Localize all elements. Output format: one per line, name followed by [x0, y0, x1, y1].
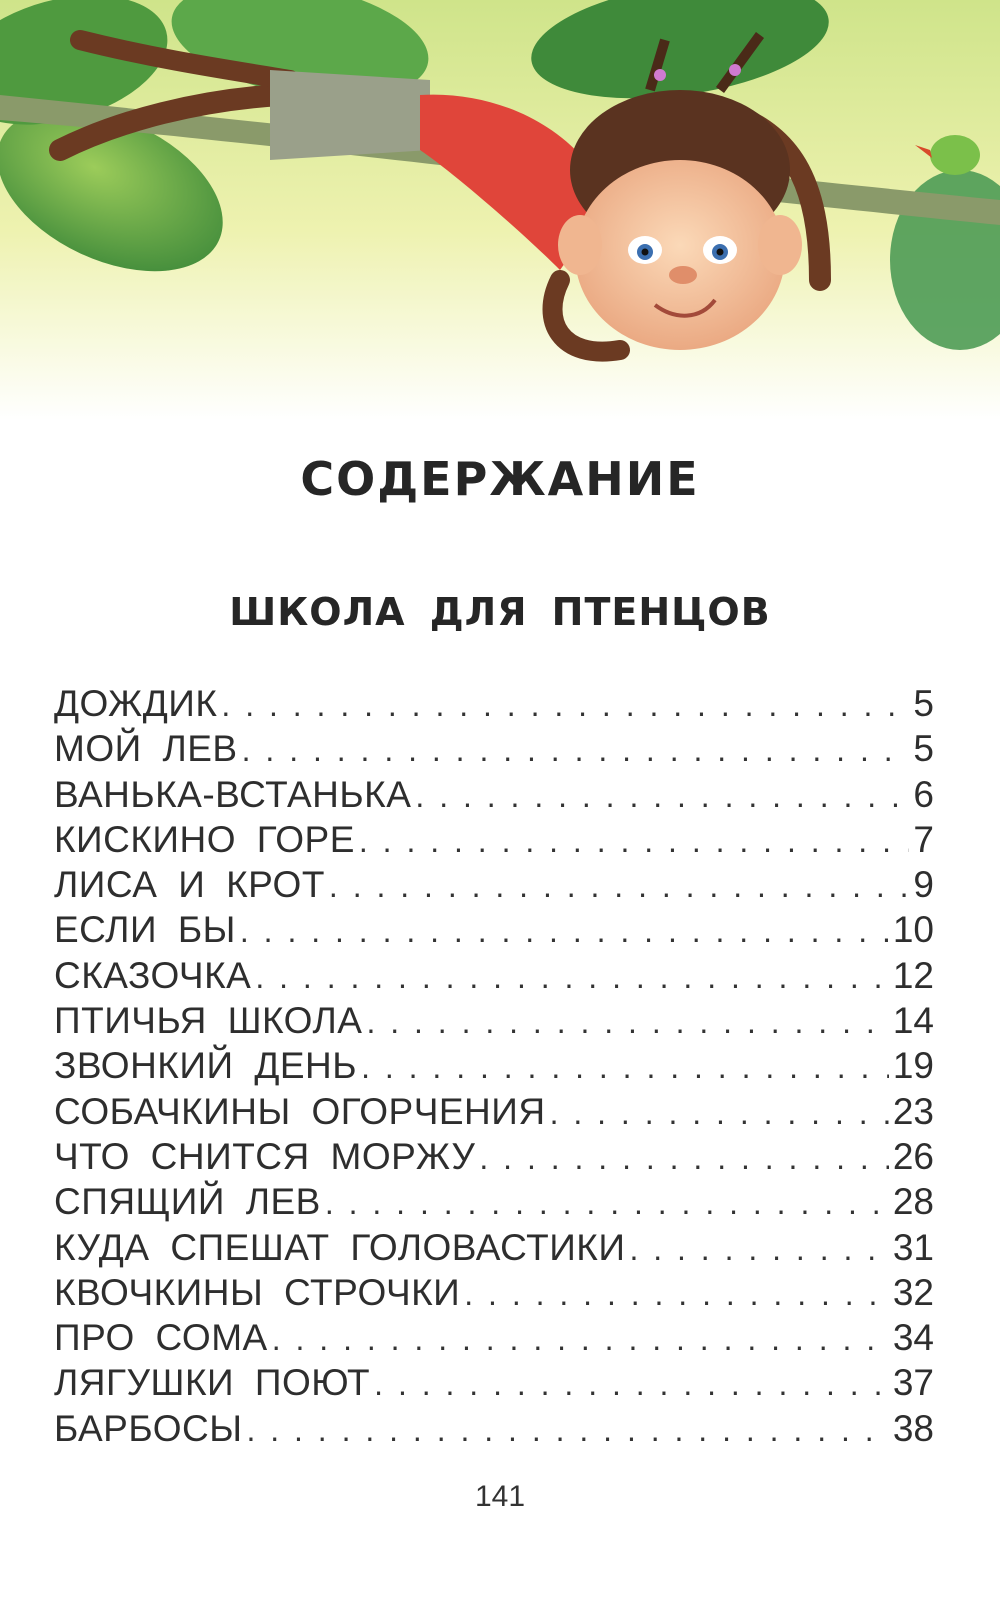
dot-leader: [325, 1185, 889, 1222]
toc-entry-title: ЧТО СНИТСЯ МОРЖУ: [54, 1135, 476, 1177]
toc-entry[interactable]: [54, 1045, 934, 1090]
toc-entry[interactable]: [54, 774, 934, 819]
toc-entry-page: 5: [913, 683, 934, 724]
toc-entry[interactable]: [54, 909, 934, 954]
toc-entry-title: КУДА СПЕШАТ ГОЛОВАСТИКИ: [54, 1226, 626, 1268]
toc-entry-title: ВАНЬКА-ВСТАНЬКА: [54, 773, 412, 815]
dot-leader: [415, 778, 909, 815]
toc-entry[interactable]: [54, 1362, 934, 1407]
dot-leader: [242, 732, 910, 769]
page-title: СОДЕРЖАНИЕ: [300, 452, 700, 506]
toc-entry-title: БАРБОСЫ: [54, 1407, 243, 1449]
toc-entry[interactable]: [54, 683, 934, 728]
toc-entry-page: 14: [892, 1000, 934, 1042]
toc-entry[interactable]: [54, 1272, 934, 1317]
toc-entry[interactable]: [54, 955, 934, 1000]
toc-entry[interactable]: [54, 1091, 934, 1136]
toc-entry[interactable]: [54, 1408, 934, 1453]
toc-entry-page: 9: [913, 864, 934, 906]
toc-entry[interactable]: [54, 1181, 934, 1226]
dot-leader: [550, 1095, 889, 1132]
dot-leader: [374, 1366, 889, 1403]
toc-entry-title: ПРО СОМА: [54, 1317, 268, 1359]
section-heading: ШКОЛА ДЛЯ ПТЕНЦОВ: [229, 590, 771, 634]
dot-leader: [361, 1049, 889, 1086]
toc-entry[interactable]: [54, 728, 934, 773]
toc-entry-title: ЛИСА И КРОТ: [54, 864, 325, 906]
toc-entry-page: 6: [913, 773, 934, 815]
toc-entry-title: ДОЖДИК: [54, 683, 218, 724]
toc-entry[interactable]: [54, 1000, 934, 1045]
toc-entry-title: ЗВОНКИЙ ДЕНЬ: [54, 1045, 358, 1087]
toc-entry-title: СОБАЧКИНЫ ОГОРЧЕНИЯ: [54, 1090, 546, 1132]
toc-entry-page: 28: [892, 1181, 934, 1223]
dot-leader: [246, 1412, 888, 1449]
dot-leader: [240, 913, 889, 950]
toc-entry-title: ПТИЧЬЯ ШКОЛА: [54, 1000, 363, 1042]
dot-leader: [255, 959, 889, 996]
toc-entry[interactable]: [54, 1317, 934, 1362]
dot-leader: [272, 1321, 889, 1358]
toc-entry[interactable]: [54, 864, 934, 909]
toc-entry-title: ЕСЛИ БЫ: [54, 909, 236, 951]
toc-entry-title: СКАЗОЧКА: [54, 954, 252, 996]
toc-entry-title: КИСКИНО ГОРЕ: [54, 818, 355, 860]
toc-entry-title: МОЙ ЛЕВ: [54, 728, 238, 770]
toc-entry-page: 38: [892, 1407, 934, 1449]
header-illustration: [0, 0, 1000, 420]
toc-entry-page: 31: [892, 1226, 934, 1268]
toc-entry-page: 23: [892, 1090, 934, 1132]
dot-leader: [329, 868, 910, 905]
dot-leader: [629, 1231, 888, 1268]
dot-leader: [464, 1276, 889, 1313]
toc-entry-title: СПЯЩИЙ ЛЕВ: [54, 1181, 321, 1223]
toc-entry[interactable]: [54, 1227, 934, 1272]
page-number: 141: [474, 1480, 526, 1513]
toc-entry-page: 5: [913, 728, 934, 770]
toc-entry-page: 32: [892, 1271, 934, 1313]
toc-entry-page: 10: [892, 909, 934, 951]
toc-entry[interactable]: [54, 1136, 934, 1181]
monkey-illustration: [0, 0, 1000, 420]
table-of-contents: [54, 683, 934, 1453]
dot-leader: [366, 1004, 888, 1041]
toc-entry-page: 34: [892, 1317, 934, 1359]
dot-leader: [359, 823, 910, 860]
dot-leader: [479, 1140, 888, 1177]
toc-entry-page: 19: [892, 1045, 934, 1087]
toc-entry-page: 37: [892, 1362, 934, 1404]
toc-entry-page: 12: [892, 954, 934, 996]
toc-entry-page: 26: [892, 1135, 934, 1177]
dot-leader: [221, 687, 909, 724]
toc-entry[interactable]: [54, 819, 934, 864]
toc-entry-title: КВОЧКИНЫ СТРОЧКИ: [54, 1271, 461, 1313]
toc-entry-title: ЛЯГУШКИ ПОЮТ: [54, 1362, 371, 1404]
toc-entry-page: 7: [913, 818, 934, 860]
